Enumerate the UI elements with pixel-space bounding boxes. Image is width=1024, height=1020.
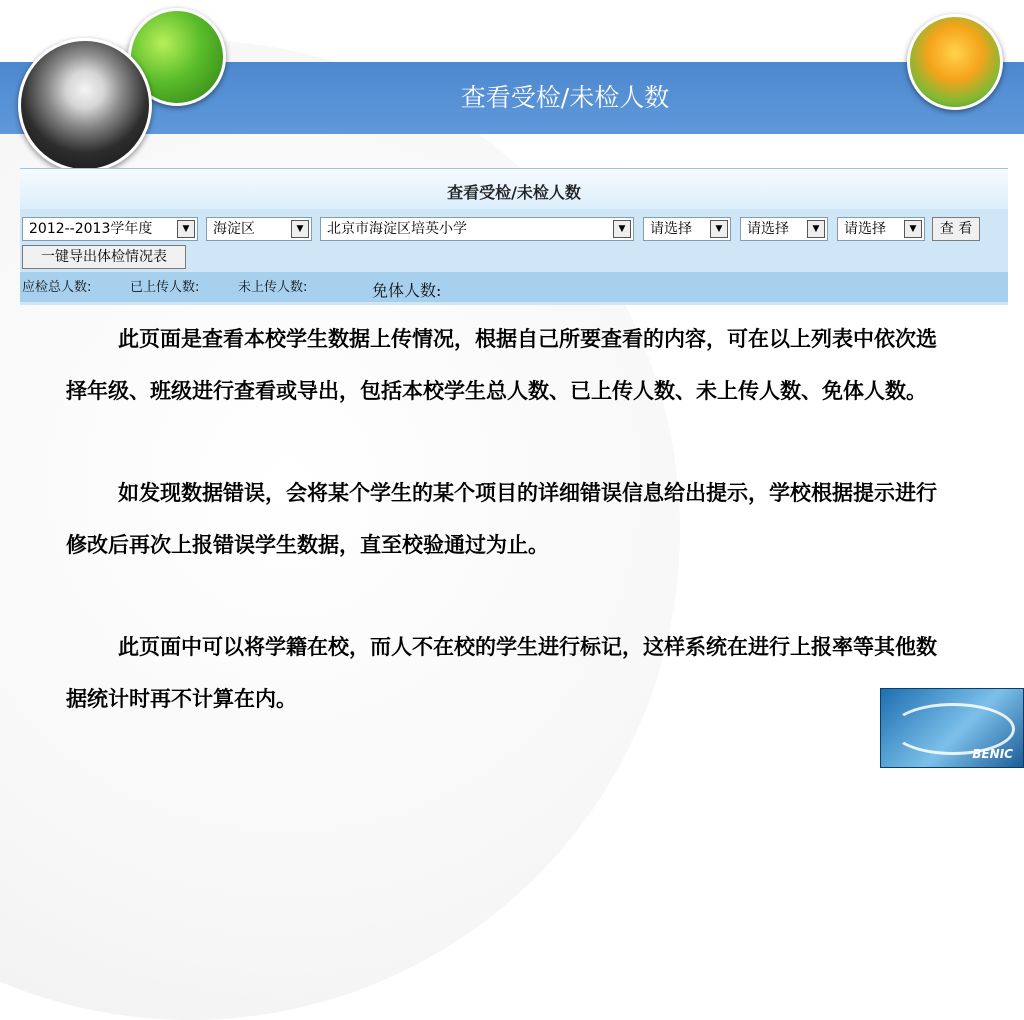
district-select-value: 海淀区 <box>213 221 255 237</box>
filter-select-2[interactable] <box>740 217 828 241</box>
filter-select-3[interactable] <box>837 217 925 241</box>
filter-select-3-value: 请选择 <box>844 221 886 237</box>
not-uploaded-count-label: 未上传人数: <box>238 280 308 295</box>
school-select[interactable] <box>320 217 634 241</box>
filter-select-1[interactable] <box>643 217 731 241</box>
chevron-down-icon[interactable]: ▼ <box>177 220 195 238</box>
school-select-value: 北京市海淀区培英小学 <box>327 221 467 237</box>
filter-select-1-value: 请选择 <box>650 221 692 237</box>
district-select[interactable] <box>206 217 312 241</box>
paragraph-3: 此页面中可以将学籍在校，而人不在校的学生进行标记，这样系统在进行上报率等其他数据统计时再不计算在内。 <box>66 635 937 711</box>
ui-panel-title: 查看受检/未检人数 <box>20 169 1008 209</box>
chevron-down-icon[interactable]: ▼ <box>291 220 309 238</box>
view-button[interactable]: 查 看 <box>932 217 980 241</box>
export-button[interactable]: 一键导出体检情况表 <box>22 245 186 269</box>
year-select-value: 2012--2013学年度 <box>29 221 153 237</box>
tulip-photo <box>907 14 1003 110</box>
total-count-label: 应检总人数: <box>22 280 92 295</box>
dandelion-photo <box>18 38 152 172</box>
logo-text: BENIC <box>972 747 1013 761</box>
paragraph-1: 此页面是查看本校学生数据上传情况，根据自己所要查看的内容，可在以上列表中依次选择年级、班级进行查看或导出，包括本校学生总人数、已上传人数、未上传人数、免体人数。 <box>66 327 937 403</box>
uploaded-count-label: 已上传人数: <box>130 280 200 295</box>
chevron-down-icon[interactable]: ▼ <box>613 220 631 238</box>
chevron-down-icon[interactable]: ▼ <box>904 220 922 238</box>
chevron-down-icon[interactable]: ▼ <box>807 220 825 238</box>
paragraph-2: 如发现数据错误，会将某个学生的某个项目的详细错误信息给出提示，学校根据提示进行修改后再次上报错误学生数据，直至校验通过为止。 <box>66 481 937 557</box>
exempt-count-label: 免体人数: <box>372 281 442 300</box>
slide-title: 查看受检/未检人数 <box>460 83 670 112</box>
chevron-down-icon[interactable]: ▼ <box>710 220 728 238</box>
year-select[interactable] <box>22 217 198 241</box>
filter-select-2-value: 请选择 <box>747 221 789 237</box>
benic-logo <box>880 688 1024 768</box>
